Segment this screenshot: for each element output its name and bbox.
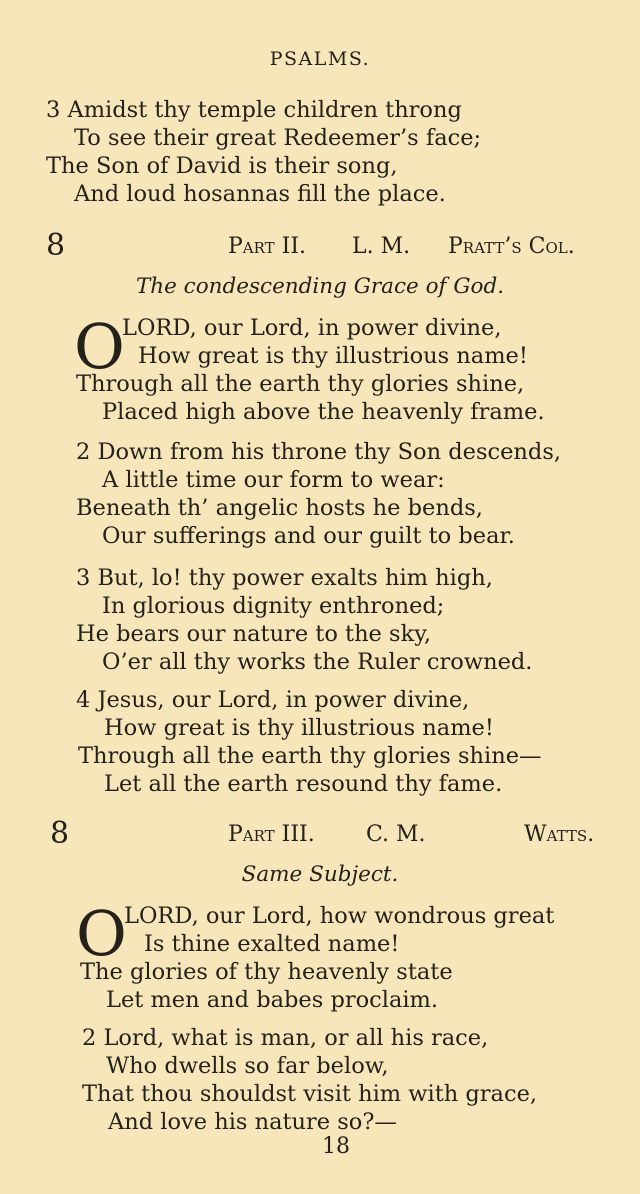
verse-line: 3 But, lo! thy power exalts him high,: [76, 565, 493, 591]
verse-line: LORD, our Lord, in power divine,: [122, 315, 502, 341]
hymn-number: 8: [50, 816, 70, 851]
verse-line: Is thine exalted name!: [144, 931, 400, 957]
verse-line: He bears our nature to the sky,: [76, 621, 432, 647]
hymn-subtitle: Same Subject.: [241, 862, 399, 887]
verse-line: That thou shouldst visit him with grace,: [82, 1081, 538, 1107]
verse-line: How great is thy illustrious name!: [138, 343, 528, 369]
hymn-source: Pratt’s Col.: [448, 234, 575, 259]
hymn-subtitle: The condescending Grace of God.: [135, 274, 505, 299]
verse-line: A little time our form to wear:: [102, 467, 445, 493]
hymn-part: Part II.: [228, 234, 307, 259]
verse-line: Through all the earth thy glories shine—: [78, 743, 542, 769]
hymn-meter: L. M.: [352, 234, 411, 259]
running-header: PSALMS.: [269, 48, 371, 70]
verse-line: How great is thy illustrious name!: [104, 715, 494, 741]
verse-line: To see their great Redeemer’s face;: [74, 125, 482, 151]
verse-line: 3 Amidst thy temple children throng: [46, 97, 462, 123]
verse-line: LORD, our Lord, how wondrous great: [124, 903, 555, 929]
verse-line: 2 Down from his throne thy Son descends,: [76, 439, 562, 465]
verse-line: Through all the earth thy glories shine,: [76, 371, 525, 397]
verse-line: Who dwells so far below,: [106, 1053, 389, 1079]
verse-line: Our sufferings and our guilt to bear.: [102, 523, 515, 549]
verse-line: Let men and babes proclaim.: [106, 987, 439, 1013]
hymn-source: Watts.: [524, 822, 595, 847]
hymn-meter: C. M.: [366, 822, 426, 847]
verse-line: 2 Lord, what is man, or all his race,: [82, 1025, 489, 1051]
hymn-number: 8: [46, 228, 66, 263]
hymn-part: Part III.: [228, 822, 315, 847]
verse-line: In glorious dignity enthroned;: [102, 593, 445, 619]
verse-line: And love his nature so?—: [108, 1109, 397, 1135]
drop-cap: O: [74, 310, 125, 383]
verse-line: Beneath th’ angelic hosts he bends,: [76, 495, 483, 521]
drop-cap: O: [76, 897, 127, 970]
page-number: 18: [322, 1134, 350, 1159]
verse-line: Let all the earth resound thy fame.: [104, 771, 503, 797]
verse-line: O’er all thy works the Ruler crowned.: [102, 649, 533, 675]
verse-line: The glories of thy heavenly state: [80, 959, 453, 985]
verse-line: Placed high above the heavenly frame.: [102, 399, 545, 425]
verse-line: The Son of David is their song,: [46, 153, 398, 179]
verse-line: And loud hosannas fill the place.: [74, 181, 446, 207]
verse-line: 4 Jesus, our Lord, in power divine,: [76, 687, 470, 713]
